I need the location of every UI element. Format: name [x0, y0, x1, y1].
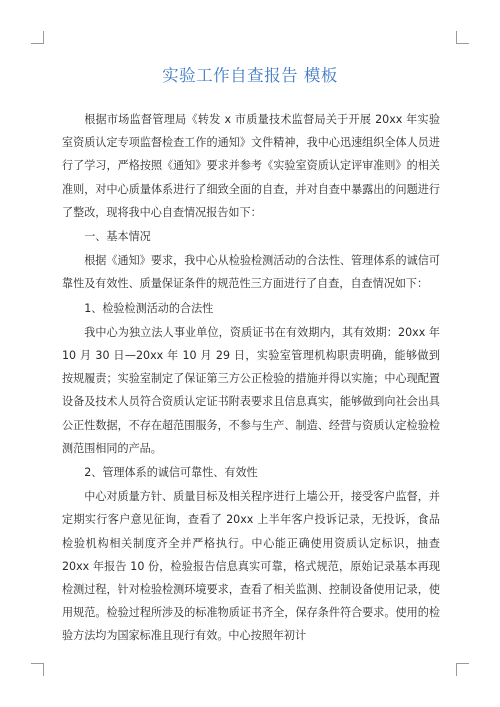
legality-paragraph: 我中心为独立法人事业单位，资质证书在有效期内，其有效期：20xx 年 10 月 30 日—20xx 年 10 月 29 日，实验室管理机构职责明确，能够做到按规履责；实验室制定了保证第三方公正检验的措施并得以实施；中心现配置设备及技术人员符合资质认定证书附表要求且信息真实，能够做到向社会出具公正性数据，不存在超范围服务，不参与生产、制造、经营与资质认定检验检测范围相同的产品。 [62, 325, 440, 455]
subsection-heading-legality: 1、检验检测活动的合法性 [84, 301, 214, 315]
basic-paragraph: 根据《通知》要求，我中心从检验检测活动的合法性、管理体系的诚信可靠性及有效性、质量保证条件的规范性三方面进行了自查，自查情况如下： [62, 254, 440, 291]
reliability-paragraph: 中心对质量方针、质量目标及相关程序进行上墙公开，接受客户监督，并定期实行客户意见征询，查看了 20xx 上半年客户投诉记录，无投诉，食品检验机构相关制度齐全并严格执行。中心能正确使用资质认定标识，抽查 20xx 年报告 10 份，检验报告信息真实可靠，格式规范，原始记录基本再现检测过程，针对检验检测环境要求，查看了相关监测、控制设备使用记录，使用规范。检验过程所涉及的标准物质证书齐全，保存条件符合要求。使用的检验方法均为国家标准且现行有效。中心按照年初计 [62, 490, 440, 643]
crop-mark-top-right [456, 31, 469, 44]
crop-mark-bottom-right [456, 663, 469, 676]
document-title: 实验工作自查报告 模板 [162, 66, 338, 85]
crop-mark-bottom-left [31, 663, 44, 676]
section-heading-basic: 一、基本情况 [84, 230, 151, 244]
crop-mark-top-left [31, 31, 44, 44]
intro-paragraph: 根据市场监督管理局《转发 x 市质量技术监督局关于开展 20xx 年实验室资质认定专项监督检查工作的通知》文件精神，我中心迅速组织全体人员进行了学习，严格按照《通知》要求并参考《实验室资质认定评审准则》的相关准则，对中心质量体系进行了细致全面的自查，并对自查中暴露出的问题进行了整改，现将我中心自查情况报告如下： [62, 113, 440, 219]
subsection-heading-reliability: 2、管理体系的诚信可靠性、有效性 [84, 466, 258, 480]
document-body [62, 108, 440, 648]
